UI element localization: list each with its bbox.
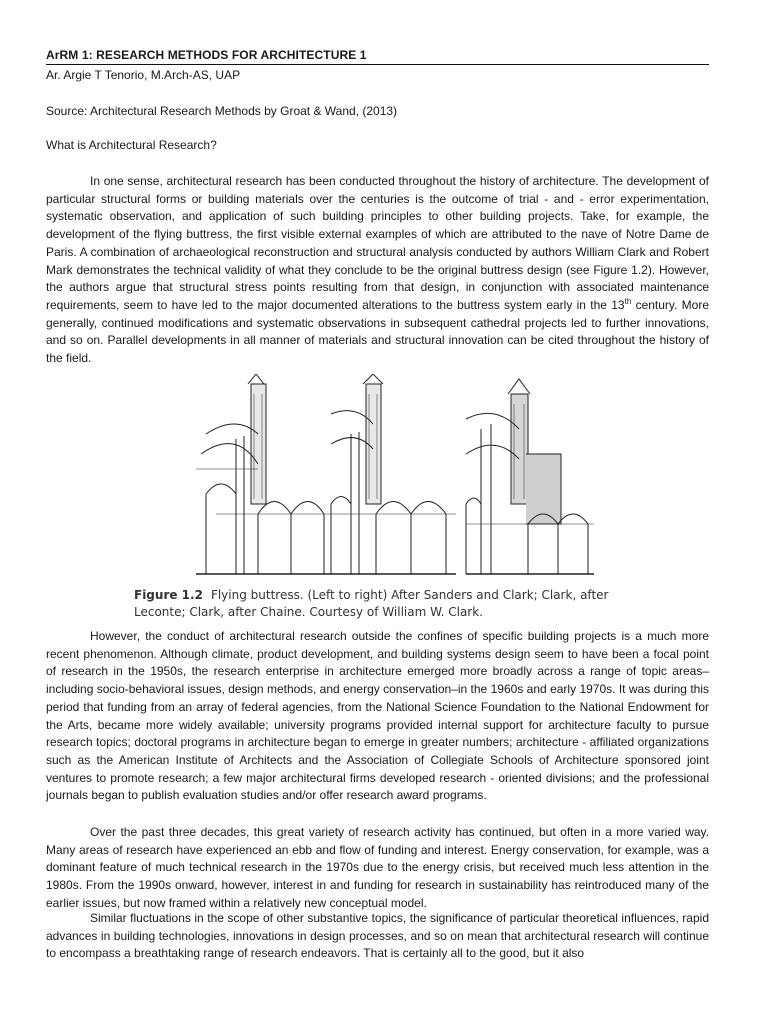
flying-buttress-figure [196,374,596,580]
paragraph-1-part-b: century. More generally, continued modifications and systematic observations in subsequent cathedral projects led to further innovations, and so on. Parallel developments in all manner of materials and structural innovation can be cited throughout the history of the field. [46,297,710,366]
figure-label: Figure 1.2 [134,588,203,602]
paragraph-1-part-a: In one sense, architectural research has been conducted throughout the history of architecture. The development of particular structural forms or building materials over the centuries is the outcome of trial - and - error experimentation, systematic observation, and application of such building principles to other building projects. Take, for example, the development of the flying buttress, the first visible external examples of which are attributed to the nave of Notre Dame de Paris. A combination of archaeological reconstruction and structural analysis conducted by authors William Clark and Robert Mark demonstrates the technical validity of what they conclude to be the original buttress design (see Figure 1.2). However, the authors argue that structural stress points resulting from that design, in conjunction with associated maintenance requirements, seem to have led to the major documented alterations to the buttress system early in the 13 [46,174,709,312]
section-question: What is Architectural Research? [46,138,217,152]
ordinal-superscript: th [624,296,632,306]
figure-caption [134,587,654,621]
author-line: Ar. Argie T Tenorio, M.Arch-AS, UAP [46,68,241,82]
course-title: ArRM 1: RESEARCH METHODS FOR ARCHITECTURE 1 [46,48,367,62]
buttress-drawing-center [331,374,456,574]
buttress-drawing-right [466,379,594,574]
paragraph-3: Over the past three decades, this great variety of research activity has continued, but often in a more varied way. Many areas of research have experienced an ebb and flow of funding and interest. Energy conservation, for example, was a dominant feature of much technical research in the 1970s due to the energy crisis, but received much less attention in the 1980s. From the 1990s onward, however, interest in and funding for research in sustainability has reintroduced many of the earlier issues, but now framed within a relatively new conceptual model. [46,825,709,910]
figure-caption-text: Flying buttress. (Left to right) After Sanders and Clark; Clark, after Leconte; Clark, after Chaine. Courtesy of William W. Clark. [134,588,609,619]
buttress-drawing-left [196,374,331,574]
paragraph-1 [46,173,709,368]
paragraph-4: Similar fluctuations in the scope of other substantive topics, the significance of particular theoretical influences, rapid advances in building technologies, innovations in design processes, and so on mean that architectural research will continue to encompass a breathtaking range of research endeavors. That is certainly all to the good, but it also [46,911,709,961]
paragraph-2: However, the conduct of architectural research outside the confines of specific building projects is a much more recent phenomenon. Although climate, product development, and building systems design seem to have been a focal point of research in the 1950s, the research enterprise in architecture emerged more broadly across a range of topic areas–including socio-behavioral issues, design methods, and energy conservation–in the 1960s and early 1970s. It was during this period that funding from an array of federal agencies, from the National Science Foundation to the National Endowment for the Arts, became more widely available; university programs provided internal support for architecture faculty to pursue research topics; doctoral programs in architecture began to emerge in greater numbers; architecture - affiliated organizations such as the American Institute of Architects and the Association of Collegiate Schools of Architecture sponsored joint ventures to promote research; a few major architectural firms developed research - oriented divisions; and the professional journals began to publish evaluation studies and/or offer research award programs. [46,629,709,803]
header-divider [46,64,709,65]
source-line: Source: Architectural Research Methods by Groat & Wand, (2013) [46,104,398,118]
